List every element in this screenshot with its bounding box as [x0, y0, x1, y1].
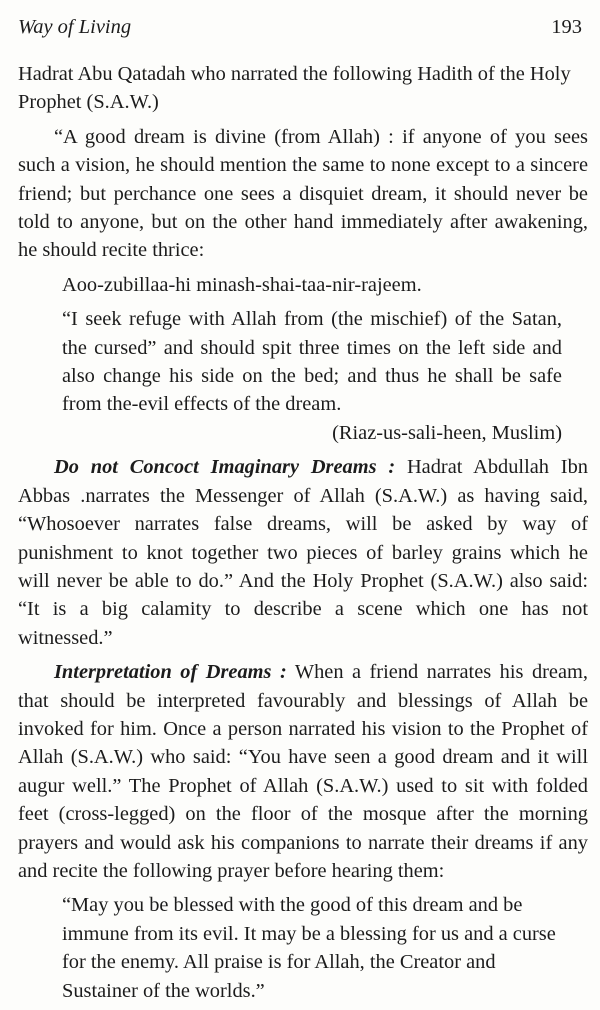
prayer-paragraph: “May you be blessed with the good of this dream and be immune from its evil. It may be a blessing for us and a curse for the enemy. All praise is for Allah, the Creator and Sustainer of the worlds.” [62, 894, 556, 1002]
section-text-interpretation: When a friend narrates his dream, that should be interpreted favourably and blessings of Allah be invoked for him. Once a person narrated his vision to the Prophet of Allah (S.A.W.) who said: “You have seen a good dream and it will augur well.” The Prophet of Allah (S.A.W.) used to sit with folded feet (cross-legged) on the floor of the mosque after the morning prayers and would ask his companions to narrate their dreams if any and recite the following prayer before hearing them: [18, 661, 588, 882]
source-reference: (Riaz-us-sali-heen, Muslim) [332, 421, 562, 444]
page-header [18, 16, 582, 39]
page-body [18, 60, 588, 1005]
transliteration-line: Aoo-zubillaa-hi minash-shai-taa-nir-rajeem. [62, 273, 422, 296]
section-text-concoct: Hadrat Abdullah Ibn Abbas .narrates the Messenger of Allah (S.A.W.) as having said, “Whosoever narrates false dreams, will be asked by way of punishment to knot together two pieces of barley grains which he will never be able to do.” And the Holy Prophet (S.A.W.) also said: “It is a big calamity to describe a scene which one has not witnessed.” [18, 456, 588, 649]
section-heading-interpretation: Interpretation of Dreams : [54, 661, 287, 684]
section-heading-concoct: Do not Concoct Imaginary Dreams : [54, 456, 396, 479]
translation-paragraph: “I seek refuge with Allah from (the mischief) of the Satan, the cursed” and should spit three times on the left side and also change his side on the bed; and thus he shall be safe from the-evil effects of the dream. [62, 308, 562, 416]
intro-paragraph: Hadrat Abu Qatadah who narrated the following Hadith of the Holy Prophet (S.A.W.) [18, 63, 571, 114]
hadith-quote-paragraph: “A good dream is divine (from Allah) : if anyone of you sees such a vision, he should mention the same to none except to a sincere friend; but perchance one sees a disquiet dream, it should never be told to anyone, but on the other hand immediately after awakening, he should recite thrice: [18, 125, 588, 262]
section-concoct-dreams [18, 453, 588, 652]
section-interpretation-dreams [18, 658, 588, 885]
running-title: Way of Living [18, 16, 132, 38]
page-number: 193 [551, 16, 582, 38]
